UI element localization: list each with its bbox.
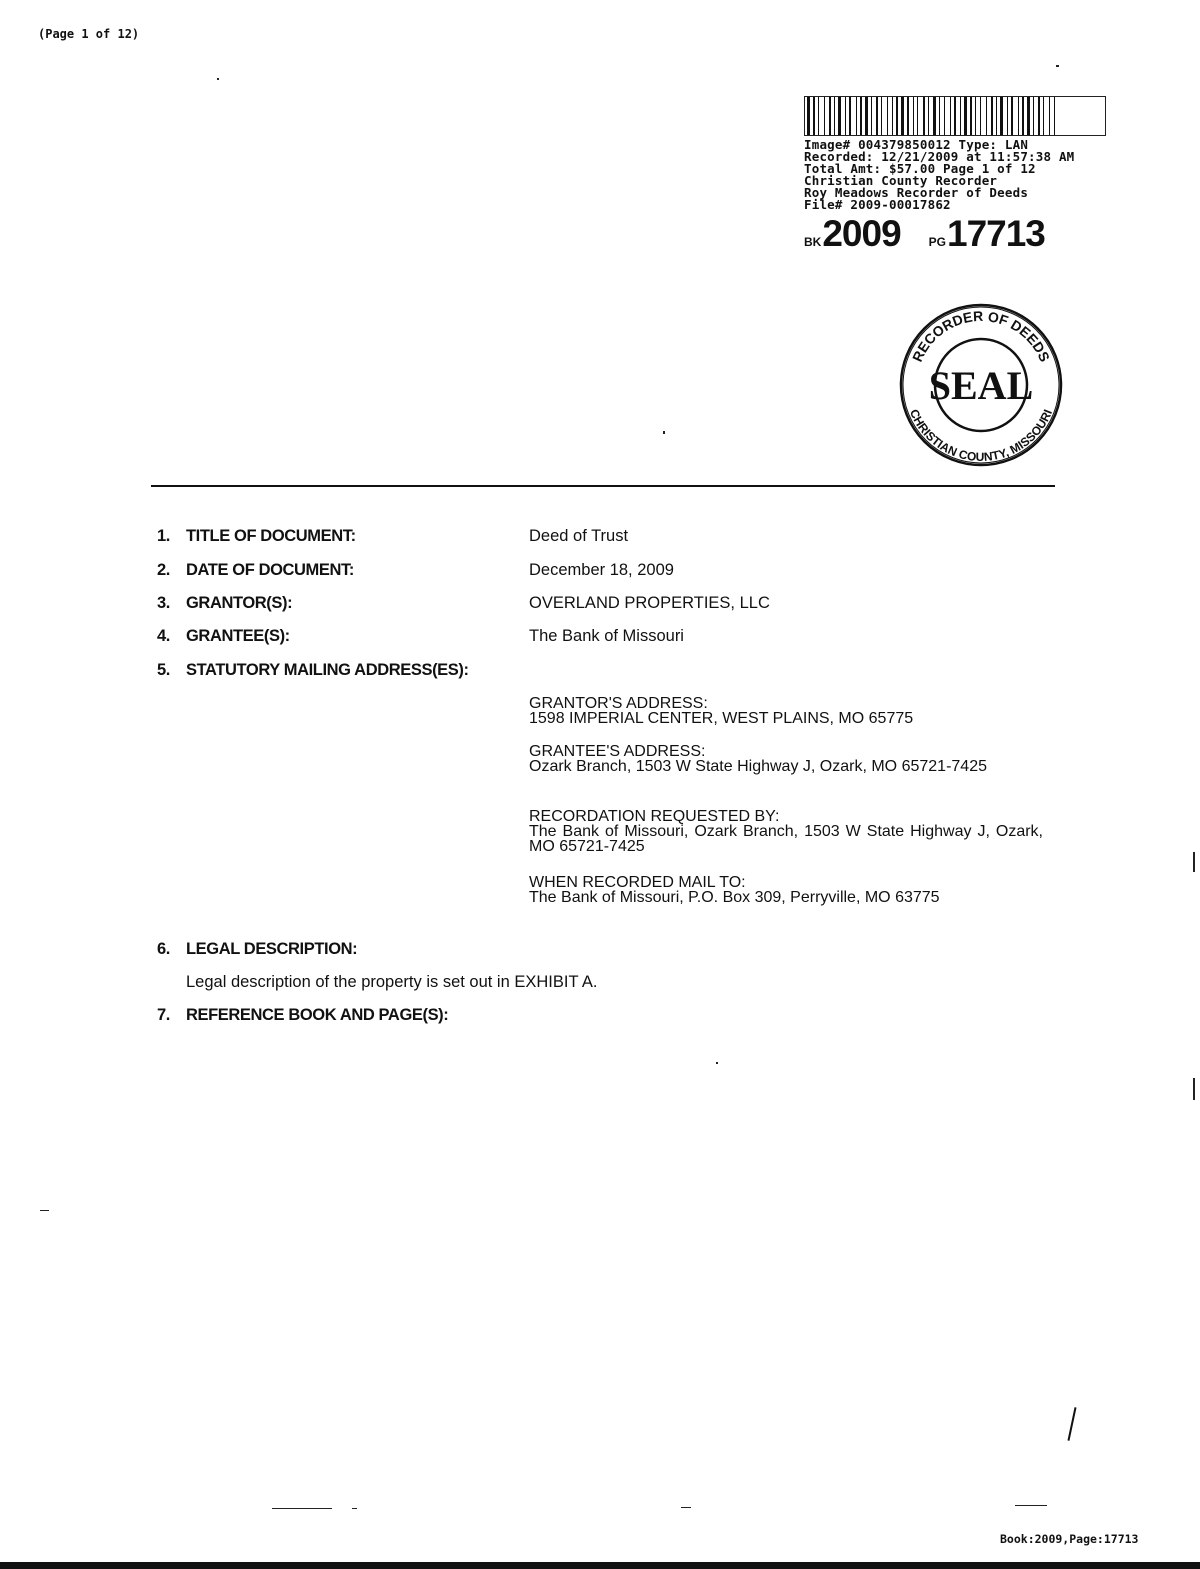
barcode-bar: [876, 97, 878, 135]
barcode-bar: [1025, 97, 1026, 135]
barcode-bar: [968, 97, 969, 135]
stamp-amount-line: Total Amt: $57.00 Page 1 of 12: [804, 161, 1036, 176]
barcode-bar: [883, 97, 886, 135]
field-grantor-value: OVERLAND PROPERTIES, LLC: [529, 594, 770, 612]
scan-speck: [1193, 1078, 1195, 1100]
barcode-bar: [807, 97, 810, 135]
scan-speck: [1015, 1505, 1047, 1506]
barcode-bar: [852, 97, 855, 135]
page-header: (Page 1 of 12): [38, 27, 140, 41]
barcode-bar: [973, 97, 974, 135]
scan-speck: [40, 1210, 49, 1211]
barcode-bar: [1054, 97, 1055, 135]
barcode-bar: [917, 97, 918, 135]
barcode-bar: [1041, 97, 1042, 135]
barcode-bar: [1051, 97, 1053, 135]
barcode-bar: [829, 97, 831, 135]
barcode-bar: [986, 97, 987, 135]
scan-speck: [681, 1507, 691, 1508]
stamp-file-line: File# 2009-00017862: [804, 197, 951, 212]
barcode-bar: [832, 97, 833, 135]
field-date-label: 2. DATE OF DOCUMENT:: [157, 561, 354, 579]
barcode-bar: [944, 97, 945, 135]
scan-bottom-edge: [0, 1562, 1200, 1569]
barcode-bar: [939, 97, 940, 135]
field-mailing-address-label: 5. STATUTORY MAILING ADDRESS(ES):: [157, 661, 469, 679]
barcode-bar: [1045, 97, 1048, 135]
grantee-address-block: [529, 744, 1043, 774]
field-reference-book-label: 7. REFERENCE BOOK AND PAGE(S):: [157, 1006, 449, 1024]
field-grantee-label: 4. GRANTEE(S):: [157, 627, 290, 645]
barcode-bar: [901, 97, 904, 135]
barcode-bar: [892, 97, 893, 135]
page-number: 17713: [947, 213, 1045, 254]
barcode-bar: [811, 97, 812, 135]
barcode-bar: [1011, 97, 1013, 135]
barcode-bar: [975, 97, 976, 135]
barcode-bar: [905, 97, 906, 135]
barcode-bar: [919, 97, 922, 135]
barcode-bar: [926, 97, 927, 135]
barcode-bar: [954, 97, 956, 135]
barcode-bar: [1009, 97, 1010, 135]
barcode-bar: [960, 97, 961, 135]
seal-center-text: SEAL: [928, 363, 1034, 408]
barcode-bar: [1014, 97, 1017, 135]
barcode-bar: [820, 97, 823, 135]
mail-to-text: The Bank of Missouri, P.O. Box 309, Perryville, MO 63775: [529, 889, 940, 906]
mail-to-title: WHEN RECORDED MAIL TO:: [529, 874, 746, 891]
stamp-recorder-line: Roy Meadows Recorder of Deeds: [804, 185, 1029, 200]
seal-bottom-text: CHRISTIAN COUNTY, MISSOURI: [906, 407, 1056, 465]
field-grantor-label: 3. GRANTOR(S):: [157, 594, 293, 612]
barcode-bar: [910, 97, 912, 135]
barcode-bar: [836, 97, 837, 135]
book-page-row: [804, 213, 1124, 255]
field-legal-description-label: 6. LEGAL DESCRIPTION:: [157, 940, 358, 958]
barcode-bar: [933, 97, 936, 135]
barcode-bar: [860, 97, 862, 135]
barcode-bar: [842, 97, 844, 135]
handwritten-mark: [1067, 1407, 1076, 1441]
barcode-bar: [964, 97, 967, 135]
grantor-address-block: [529, 696, 1043, 726]
barcode-bar: [930, 97, 932, 135]
barcode-bar: [1049, 97, 1050, 135]
barcode-bar: [873, 97, 875, 135]
barcode-bar: [858, 97, 859, 135]
barcode-bar: [994, 97, 995, 135]
field-date-value: December 18, 2009: [529, 561, 674, 579]
barcode-bar: [899, 97, 900, 135]
page-label: PG: [928, 235, 946, 249]
barcode-bar: [879, 97, 880, 135]
legal-description-text: Legal description of the property is set out in EXHIBIT A.: [186, 973, 598, 991]
barcode-bar: [838, 97, 841, 135]
footer-book-page: Book:2009,Page:17713: [1000, 1532, 1139, 1546]
recorder-seal: [895, 299, 1067, 467]
field-title-value: Deed of Trust: [529, 527, 629, 545]
stamp-recorded-line: Recorded: 12/21/2009 at 11:57:38 AM: [804, 149, 1075, 164]
barcode-bar: [824, 97, 825, 135]
barcode-bar: [957, 97, 959, 135]
barcode-bar: [863, 97, 864, 135]
barcode-bar: [1043, 97, 1044, 135]
barcode-bar: [818, 97, 819, 135]
grantee-address-title: GRANTEE'S ADDRESS:: [529, 743, 706, 760]
recordation-requested-title: RECORDATION REQUESTED BY:: [529, 808, 780, 825]
stamp-image-line: Image# 004379850012 Type: LAN: [804, 137, 1029, 152]
barcode-bar: [869, 97, 870, 135]
scan-speck: [272, 1508, 332, 1509]
grantor-address-text: 1598 IMPERIAL CENTER, WEST PLAINS, MO 65775: [529, 710, 914, 727]
book-label: BK: [804, 235, 822, 249]
barcode-bar: [988, 97, 990, 135]
barcode-bar: [937, 97, 938, 135]
barcode-bar: [913, 97, 914, 135]
barcode-bar: [941, 97, 943, 135]
book-number: 2009: [822, 213, 901, 254]
barcode-bar: [980, 97, 981, 135]
barcode-bar: [1035, 97, 1037, 135]
barcode-bar: [952, 97, 953, 135]
barcode-bar: [982, 97, 985, 135]
barcode-bar: [887, 97, 888, 135]
barcode-bar: [1031, 97, 1032, 135]
barcode-bar: [834, 97, 835, 135]
barcode-bar: [849, 97, 851, 135]
barcode-bar: [970, 97, 972, 135]
barcode-bar: [915, 97, 916, 135]
recordation-requested-block: [529, 809, 1043, 854]
recording-stamp: [804, 96, 1124, 255]
field-grantee-value: The Bank of Missouri: [529, 627, 684, 645]
barcode-bar: [813, 97, 815, 135]
barcode-image: [804, 96, 1106, 136]
scan-speck: [663, 431, 665, 434]
barcode-bar: [847, 97, 848, 135]
barcode-bar: [1027, 97, 1030, 135]
barcode-bar: [928, 97, 929, 135]
scan-speck: [1056, 65, 1059, 67]
scan-speck: [1193, 852, 1195, 872]
field-title-label: 1. TITLE OF DOCUMENT:: [157, 527, 356, 545]
mail-to-block: [529, 875, 1043, 905]
barcode-bar: [845, 97, 846, 135]
barcode-bar: [998, 97, 999, 135]
scan-speck: [716, 1062, 718, 1064]
barcode-bar: [996, 97, 997, 135]
recordation-requested-text: The Bank of Missouri, Ozark Branch, 1503 W State Highway J, Ozark, MO 65721-7425: [529, 823, 1043, 855]
barcode-bar: [1022, 97, 1024, 135]
barcode-bar: [896, 97, 898, 135]
barcode-bar: [826, 97, 828, 135]
barcode-bar: [865, 97, 868, 135]
barcode-bar: [881, 97, 882, 135]
barcode-bar: [889, 97, 891, 135]
barcode-bar: [856, 97, 857, 135]
scan-speck: [352, 1508, 357, 1509]
grantee-address-text: Ozark Branch, 1503 W State Highway J, Ozark, MO 65721-7425: [529, 758, 987, 775]
barcode-bar: [946, 97, 949, 135]
barcode-bar: [1020, 97, 1021, 135]
seal-top-text: RECORDER OF DEEDS: [908, 307, 1054, 365]
barcode-bar: [907, 97, 909, 135]
barcode-bar: [1004, 97, 1006, 135]
barcode-bar: [977, 97, 979, 135]
grantor-address-title: GRANTOR'S ADDRESS:: [529, 695, 708, 712]
barcode-bar: [1007, 97, 1008, 135]
stamp-county-line: Christian County Recorder: [804, 173, 998, 188]
barcode-bar: [816, 97, 817, 135]
barcode-bar: [1000, 97, 1003, 135]
barcode-bar: [950, 97, 951, 135]
barcode-bar: [923, 97, 925, 135]
barcode-bar: [1038, 97, 1040, 135]
barcode-bar: [962, 97, 963, 135]
barcode-bar: [1033, 97, 1034, 135]
scan-speck: [217, 78, 219, 80]
barcode-bar: [894, 97, 895, 135]
barcode-bar: [871, 97, 872, 135]
header-divider: [151, 485, 1055, 487]
barcode-bar: [991, 97, 993, 135]
barcode-bar: [1018, 97, 1019, 135]
